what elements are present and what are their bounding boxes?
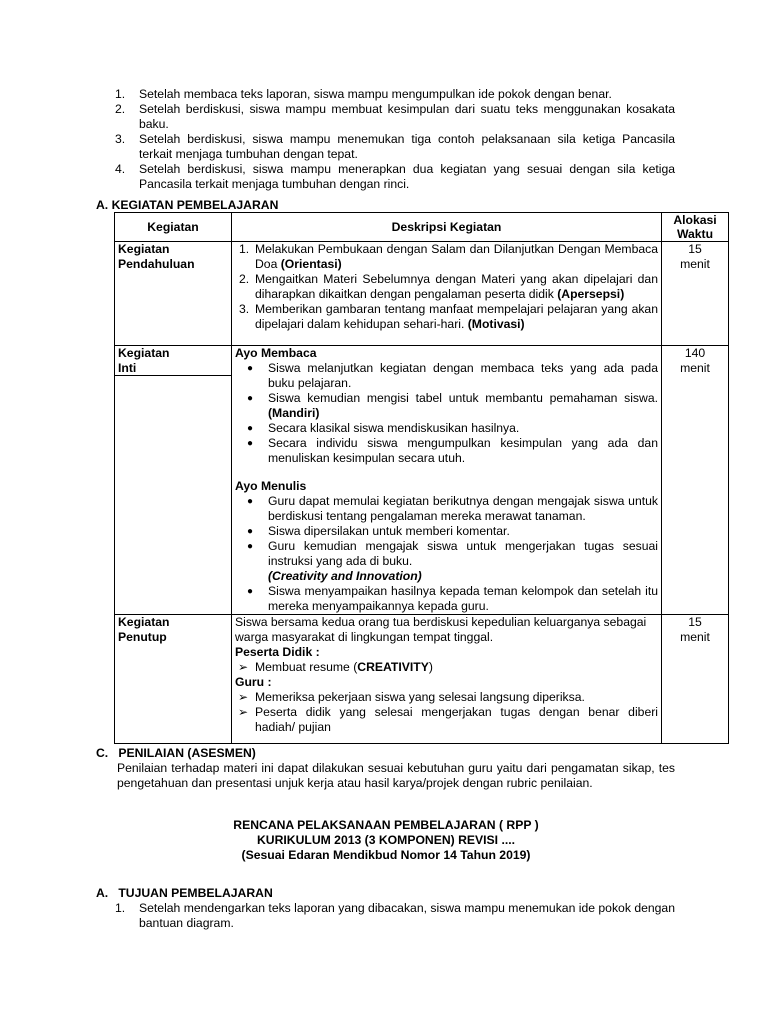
list-item: 3. Memberikan gambaran tentang manfaat mempelajari pelajaran yang akan dipelajari dalam kehidupan sehari-hari. (Motivasi) (239, 302, 658, 331)
guru-title: Guru : (235, 675, 272, 689)
objective-item: 3. Setelah berdiskusi, siswa mampu menemukan tiga contoh pelaksanaan sila ketiga Pancasila terkait menjaga tumbuhan dengan tepat. (115, 132, 675, 161)
table-header-row (115, 213, 729, 242)
list-item: ● Secara individu siswa mengumpulkan kesimpulan yang ada dan menuliskan kesimpulan secara utuh. (247, 436, 658, 465)
list-item: ● Secara klasikal siswa mendiskusikan hasilnya. (247, 421, 520, 435)
time-penutup: 15 menit (662, 615, 729, 744)
list-item: ● Guru dapat memulai kegiatan berikutnya dengan mengajak siswa untuk berdiskusi tentang pengalaman mereka merawat tanaman. (247, 494, 658, 523)
penutup-intro: Siswa bersama kedua orang tua berdiskusi kepedulian keluarganya sebagai warga masyarakat di lingkungan tempat tinggal. (235, 615, 647, 644)
section-a-heading: A. KEGIATAN PEMBELAJARAN (96, 198, 279, 212)
rpp-title-line2: KURIKULUM 2013 (3 KOMPONEN) REVISI .... (256, 833, 515, 847)
rpp-title-line3: (Sesuai Edaran Mendikbud Nomor 14 Tahun 2019) (241, 848, 531, 862)
list-item: ➢ Peserta didik yang selesai mengerjakan tugas dengan benar diberi hadiah/ pujian (238, 705, 658, 734)
ayo-menulis-title: Ayo Menulis (235, 479, 307, 493)
ayo-membaca-title: Ayo Membaca (235, 346, 317, 360)
label-penutup: Kegiatan Penutup (115, 615, 232, 744)
list-item: ● Guru kemudian mengajak siswa untuk mengerjakan tugas sesuai instruksi yang ada di buku. (Creativity and Innovation) (247, 539, 658, 583)
list-item: ➢ Memeriksa pekerjaan siswa yang selesai langsung diperiksa. (238, 690, 585, 704)
objective-item: 2. Setelah berdiskusi, siswa mampu membuat kesimpulan dari suatu teks menggunakan kosakata baku. (115, 102, 675, 131)
list-item: ● Siswa melanjutkan kegiatan dengan membaca teks yang ada pada buku pelajaran. (247, 361, 658, 390)
objective-item: 4. Setelah berdiskusi, siswa mampu menerapkan dua kegiatan yang sesuai dengan sila ketiga Pancasila terkait menjaga tumbuhan dengan rinci. (115, 162, 675, 191)
table-row-penutup (115, 615, 729, 744)
section-c-heading: C. PENILAIAN (ASESMEN) (96, 746, 256, 760)
objective-item: 1. Setelah membaca teks laporan, siswa mampu mengumpulkan ide pokok dengan benar. (115, 87, 612, 101)
list-item: 2. Mengaitkan Materi Sebelumnya dengan Materi yang akan dipelajari dan diharapkan dikaitkan dengan pengalaman peserta didik (Apersepsi) (239, 272, 658, 301)
list-item: ● Siswa menyampaikan hasilnya kepada teman kelompok dan setelah itu mereka menyampaikannya kepada guru. (247, 584, 658, 613)
header-kegiatan: Kegiatan (115, 213, 232, 242)
rpp-title-line1: RENCANA PELAKSANAAN PEMBELAJARAN ( RPP ) (233, 818, 539, 832)
activity-table (114, 212, 729, 744)
objectives-list-top (115, 87, 675, 192)
table-row-pendahuluan (115, 242, 729, 346)
list-item: ● Siswa dipersilakan untuk memberi komentar. (247, 524, 510, 538)
peserta-title: Peserta Didik : (235, 645, 320, 659)
label-inti: Kegiatan Inti (115, 346, 232, 615)
desc-pendahuluan (232, 242, 662, 346)
objectives-list-bottom (115, 901, 675, 931)
table-row-inti (115, 346, 729, 615)
header-deskripsi: Deskripsi Kegiatan (232, 213, 662, 242)
time-inti: 140 menit (662, 346, 729, 615)
list-item: ● Siswa kemudian mengisi tabel untuk membantu pemahaman siswa. (Mandiri) (247, 391, 658, 420)
list-item: ➢ Membuat resume (CREATIVITY) (238, 660, 433, 674)
objective-item: 1. Setelah mendengarkan teks laporan yang dibacakan, siswa mampu menemukan ide pokok dengan bantuan diagram. (115, 901, 675, 930)
section-a2-heading: A. TUJUAN PEMBELAJARAN (96, 886, 273, 900)
section-c-text: Penilaian terhadap materi ini dapat dilakukan sesuai kebutuhan guru yaitu dari pengamatan sikap, tes pengetahuan dan presentasi unjuk kerja atau hasil karya/projek dengan rubric penilaian. (117, 761, 675, 790)
label-pendahuluan: Kegiatan Pendahuluan (115, 242, 232, 346)
list-item: 1. Melakukan Pembukaan dengan Salam dan Dilanjutkan Dengan Membaca Doa (Orientasi) (239, 242, 658, 271)
desc-inti (232, 346, 662, 615)
time-pendahuluan: 15 menit (662, 242, 729, 346)
desc-penutup (232, 615, 662, 744)
header-alokasi: Alokasi Waktu (662, 213, 729, 242)
